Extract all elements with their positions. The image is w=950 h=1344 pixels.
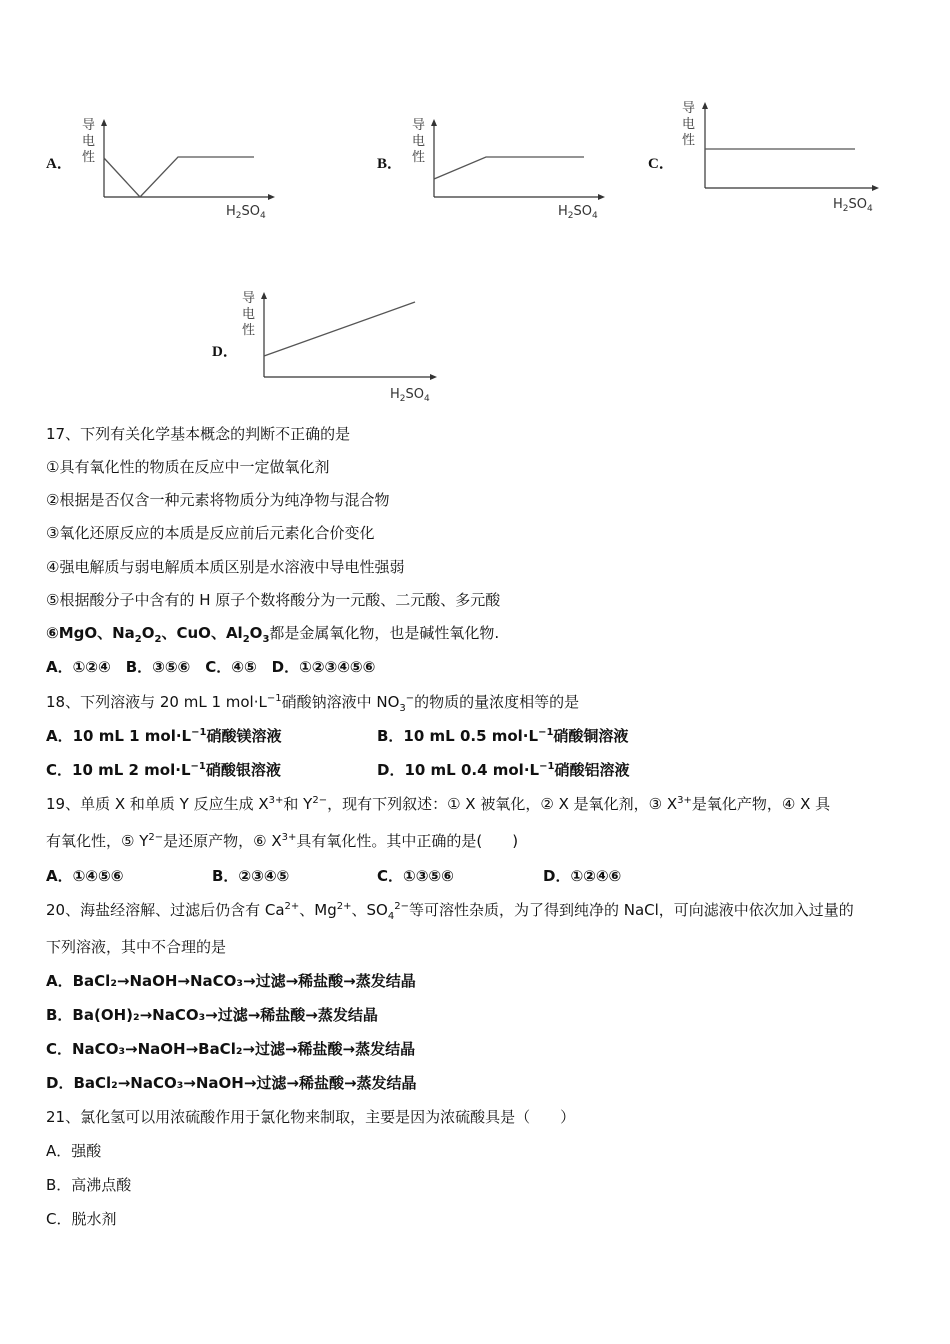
graph-b-xlabel: $H_2SO_4$ [558,204,598,221]
q20-option-c: C．NaCO₃→NaOH→BaCl₂→过滤→稀盐酸→蒸发结晶 [46,1040,416,1058]
q17-stem: 17、下列有关化学基本概念的判断不正确的是 [46,425,351,443]
q18-option-d: D．10 mL 0.4 $mol\cdot L^{-1}$硝酸铝溶液 [377,761,630,779]
graph-d-ylabel-1: 导 [242,291,256,306]
q18-option-b: B．10 mL 0.5 $mol\cdot L^{-1}$硝酸铜溶液 [377,727,629,745]
q18-options-row-2 [46,760,926,780]
graph-b-ylabel-1: 导 [412,118,426,133]
graph-c-x-arrow [872,185,879,191]
q17-item-3: ③氧化还原反应的本质是反应前后元素化合价变化 [46,524,375,542]
graph-d-curve [264,302,415,356]
graph-c-ylabel-3: 性 [682,133,696,148]
q18-option-a: A．10 mL 1 $mol\cdot L^{-1}$硝酸镁溶液 [46,727,282,745]
q17-item-2: ②根据是否仅含一种元素将物质分为纯净物与混合物 [46,491,390,509]
q17-item-6: ⑥MgO、$Na_2O_2$、CuO、$Al_2O_3$都是金属氧化物，也是碱性氧化物. [46,624,500,645]
q19-stem-line-1: 19、单质 X 和单质 Y 反应生成 $X^{3+}$和 $Y^{2-}$，现有下列叙述：① X 被氧化，② X 是氧化剂，③ $X^{3+}$是氧化产物，④ X 具 [46,795,831,813]
graph-option-a-label: A． [46,156,72,172]
graph-d-y-arrow [261,292,267,299]
graph-d [238,288,448,406]
graph-b-ylabel-3: 性 [412,150,426,165]
q17-answer-options: A．①②④ B．③⑤⑥ C．④⑤ D．①②③④⑤⑥ [46,658,376,676]
graph-b [408,115,608,220]
q20-option-b: B．Ba(OH)₂→NaCO₃→过滤→稀盐酸→蒸发结晶 [46,1006,378,1024]
q17-item-4: ④强电解质与弱电解质本质区别是水溶液中导电性强弱 [46,558,405,576]
q20-stem-line-2: 下列溶液，其中不合理的是 [46,938,227,956]
q20-option-a: A．BaCl₂→NaOH→NaCO₃→过滤→稀盐酸→蒸发结晶 [46,972,416,990]
graph-option-b-label: B． [377,156,403,172]
q19-option-d: D．①②④⑥ [543,867,622,885]
graph-b-ylabel-2: 电 [412,134,426,149]
q20-option-d: D．BaCl₂→NaCO₃→NaOH→过滤→稀盐酸→蒸发结晶 [46,1074,417,1092]
q19-stem-line-2: 有氧化性，⑤ $Y^{2-}$是还原产物，⑥ $X^{3+}$具有氧化性。其中正确的是( ) [46,832,519,850]
graph-c [678,98,888,216]
graph-a-ylabel-1: 导 [82,118,96,133]
graph-b-x-arrow [598,194,605,200]
graph-c-xlabel: $H_2SO_4$ [833,197,873,214]
q19-option-a: A．①④⑤⑥ [46,867,124,885]
q17-item-1: ①具有氧化性的物质在反应中一定做氧化剂 [46,458,330,476]
q18-stem: 18、下列溶液与 20 mL 1 $mol\cdot L^{-1}$硝酸钠溶液中 $NO_3^-$的物质的量浓度相等的是 [46,693,580,714]
graph-a-y-arrow [101,119,107,126]
graph-a-x-arrow [268,194,275,200]
graph-a-ylabel-2: 电 [82,134,96,149]
q18-option-c: C．10 mL 2 $mol\cdot L^{-1}$硝酸银溶液 [46,761,281,779]
graph-d-xlabel: $H_2SO_4$ [390,387,430,404]
q19-option-c: C．①③⑤⑥ [377,867,454,885]
graph-a [78,115,278,220]
graph-a-curve [104,157,254,197]
graph-c-ylabel-1: 导 [682,101,696,116]
q17-item-5: ⑤根据酸分子中含有的 H 原子个数将酸分为一元酸、二元酸、多元酸 [46,591,501,609]
graph-c-y-arrow [702,102,708,109]
graph-b-curve [434,157,584,179]
graph-d-x-arrow [430,374,437,380]
q19-options [46,866,926,886]
graph-a-xlabel: $H_2SO_4$ [226,204,266,221]
q21-stem: 21、氯化氢可以用浓硫酸作用于氯化物来制取，主要是因为浓硫酸具是（ ） [46,1108,576,1126]
graph-b-y-arrow [431,119,437,126]
graph-c-ylabel-2: 电 [682,117,696,132]
graph-d-ylabel-2: 电 [242,307,256,322]
q21-option-c: C．脱水剂 [46,1210,117,1228]
q18-options-row-1 [46,726,926,746]
graph-a-ylabel-3: 性 [82,150,96,165]
graph-option-d-label: D． [212,344,238,360]
q21-option-a: A．强酸 [46,1142,102,1160]
graph-d-ylabel-3: 性 [242,323,256,338]
graph-option-c-label: C． [648,156,674,172]
q19-option-b: B．②③④⑤ [212,867,290,885]
q21-option-b: B．高沸点酸 [46,1176,132,1194]
q20-stem-line-1: 20、海盐经溶解、过滤后仍含有 $Ca^{2+}$、$Mg^{2+}$、$SO_4^{2-}$等可溶性杂质，为了得到纯净的 NaCl，可向滤液中依次加入过量的 [46,901,854,922]
